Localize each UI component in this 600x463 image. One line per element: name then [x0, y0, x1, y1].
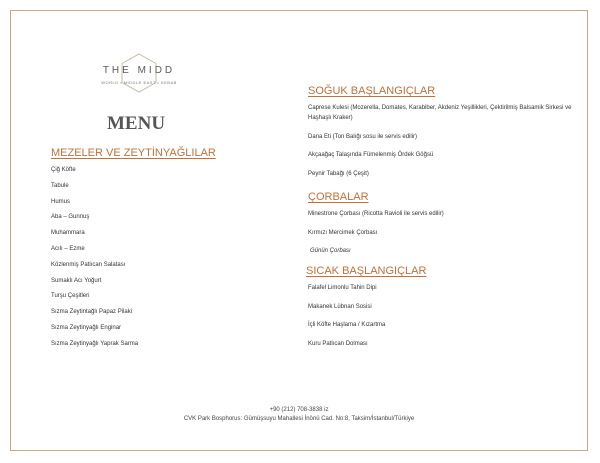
section-heading-soguk: SOĞUK BAŞLANGIÇLAR — [308, 85, 436, 97]
list-item: Dana Eti (Ton Balığı sosu ile servis edilir) — [308, 133, 418, 140]
logo — [91, 53, 187, 93]
footer-address: CVK Park Bosphorus: Gümüşsuyu Mahallesi İnönü Cad. No:8, Taksim/İstanbul/Türkiye — [183, 416, 415, 422]
list-item: Kuru Patlıcan Dolması — [308, 340, 368, 347]
list-item: Aba – Gunnuş — [51, 214, 90, 221]
menu-title: MENU — [107, 113, 166, 134]
list-item: Sızma Zeytinyağlı Enginar — [51, 324, 122, 331]
list-item: Muhammara — [51, 230, 85, 237]
list-item: Sızma Zeytintağlı Papaz Pilaki — [51, 309, 133, 316]
soguk-list — [308, 103, 578, 187]
list-item: Falafel Limonlu Tahin Dipi — [308, 285, 377, 291]
list-item: Sumaklı Acı Yoğurt — [51, 277, 102, 284]
mezeler-list — [51, 167, 138, 357]
list-item: İçli Köfte Haşlama / Kızartma — [308, 322, 386, 328]
corbalar-list — [308, 209, 444, 265]
list-item: Makanek Lübnan Sosisi — [308, 303, 372, 310]
list-item: Peynir Tabağı (6 Çeşit) — [308, 170, 369, 177]
list-item: Humus — [51, 198, 71, 205]
logo-tagline: WORLD • MIDDLE EAST • KEBAB — [101, 80, 177, 85]
section-heading-mezeler: MEZELER VE ZEYTİNYAĞLILAR — [51, 147, 216, 159]
section-heading-sicak: SICAK BAŞLANGIÇLAR — [306, 265, 427, 277]
section-heading-corbalar: ÇORBALAR — [308, 191, 369, 203]
list-item: Çiğ Köfte — [51, 167, 76, 173]
footer-phone: +90 (212) 708-3838 iz — [269, 407, 329, 413]
list-item: Tabule — [51, 182, 69, 189]
list-item: Akçaağaç Talaşında Fümelenmiş Ördek Göğsü — [308, 152, 434, 158]
sicak-list — [308, 283, 385, 357]
list-item: Sızma Zeytinyağlı Yaprak Sarma — [51, 340, 139, 347]
logo-name: THE MIDD — [102, 65, 176, 76]
list-item: Caprese Kulesi (Mozerella, Domates, Karabiber, Akdeniz Yeşillikleri, Çektirilmiş Balsamik Sirkesi ve Haşhaşlı Kraker) — [308, 105, 572, 121]
list-item: Minestrone Çorbası (Ricotta Ravioli ile servis edilir) — [308, 211, 444, 217]
menu-page — [10, 10, 588, 451]
list-item: Közlenmiş Patlıcan Salatası — [51, 261, 126, 268]
list-item: Turşu Çeşitleri — [51, 293, 90, 300]
list-item: Acılı – Ezme — [51, 245, 85, 252]
list-item: Kırmızı Mercimek Çorbası — [308, 229, 378, 236]
list-item: Günün Çorbası — [310, 248, 351, 254]
